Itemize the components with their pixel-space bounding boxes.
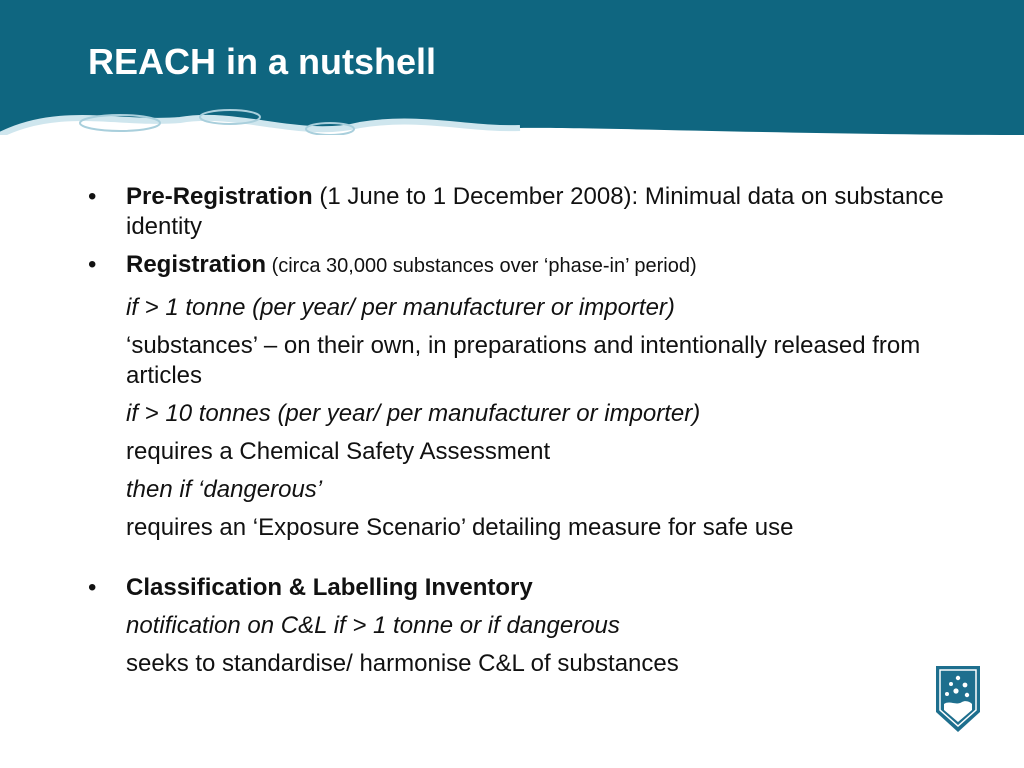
bullet-heading: Pre-Registration [126, 183, 313, 210]
sub-item: notification on C&L if > 1 tonne or if dangerous [126, 612, 620, 639]
bullet-classification [88, 573, 948, 603]
shield-bubbles-icon [934, 664, 982, 734]
sub-item: requires a Chemical Safety Assessment [126, 438, 551, 465]
sub-item: ‘substances’ – on their own, in preparations and intentionally released from articles [126, 332, 921, 389]
bullet-heading: Classification & Labelling Inventory [126, 574, 533, 601]
sub-item: seeks to standardise/ harmonise C&L of substances [126, 650, 679, 677]
slide-title: REACH in a nutshell [88, 41, 437, 82]
bullet-registration [88, 250, 948, 281]
sub-item: if > 10 tonnes (per year/ per manufacturer or importer) [126, 400, 701, 427]
water-wave-icon [0, 95, 1024, 135]
bullet-text: (1 June to 1 December 2008): Minimual data on substance identity [126, 183, 944, 240]
bullet-dot: • [88, 251, 97, 278]
sub-item: then if ‘dangerous’ [126, 476, 323, 503]
sub-item: requires an ‘Exposure Scenario’ detailing measure for safe use [126, 514, 794, 541]
bullet-heading: Registration [126, 251, 267, 278]
bullet-dot: • [88, 183, 97, 210]
slide-content [88, 182, 948, 679]
bullet-pre-registration [88, 182, 948, 242]
bullet-dot: • [88, 574, 97, 601]
header-banner [0, 0, 1024, 135]
sub-item: if > 1 tonne (per year/ per manufacturer or importer) [126, 294, 675, 321]
bullet-text: (circa 30,000 substances over ‘phase-in’ period) [266, 255, 697, 277]
